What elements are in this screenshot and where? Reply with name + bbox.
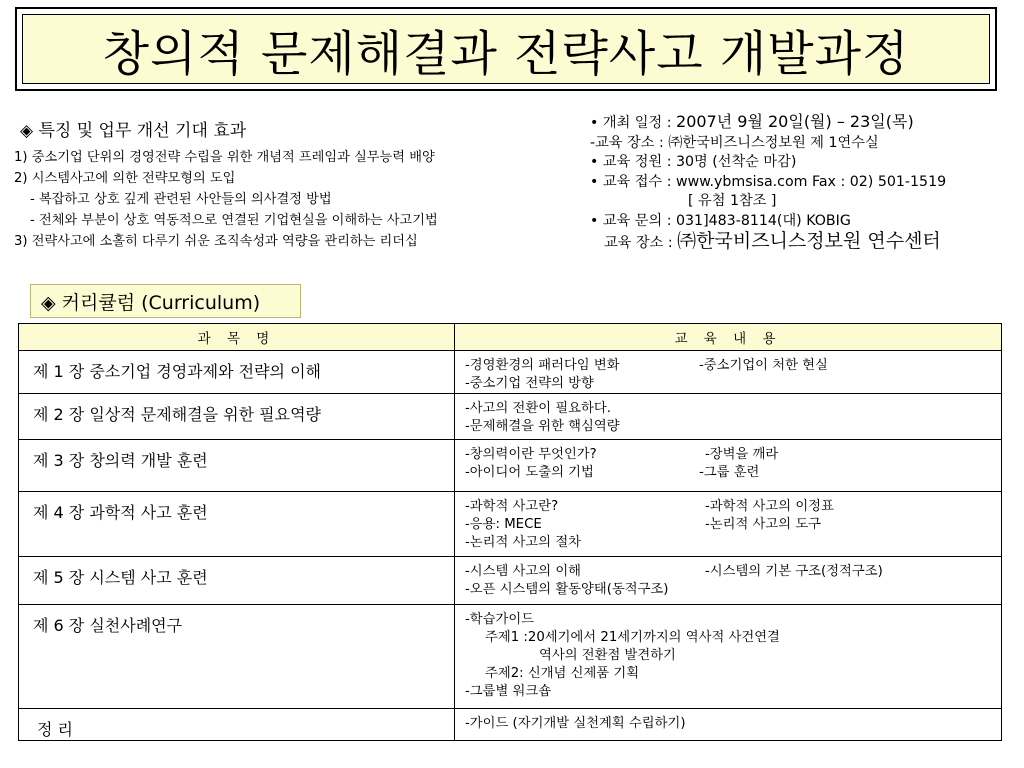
content-line: -과학적 사고란? [465,499,559,514]
table-row [19,605,1002,709]
content-cell [455,394,1002,440]
table-row [19,709,1002,741]
course-place-2-label: 교육 장소 : [604,234,678,251]
course-date [590,112,1020,134]
content-cell [455,605,1002,709]
subject-cell: 제 4 장 과학적 사고 훈련 [19,492,455,557]
course-place-1: -교육 장소 : ㈜한국비즈니스정보원 제 1연수실 [590,134,879,151]
feature-item: 2) 시스템사고에 의한 전략모형의 도입 [14,171,236,186]
features-heading: ◈ 특징 및 업무 개선 기대 효과 [20,121,247,141]
subject-cell: 정 리 [19,709,455,741]
header-subject: 과 목 명 [19,324,455,351]
feature-item: 3) 전략사고에 소홀히 다루기 쉬운 조직속성과 역량을 관리하는 리더십 [14,234,418,249]
subject-cell: 제 3 장 창의력 개발 훈련 [19,440,455,492]
content-line: -그룹별 워크숍 [465,684,552,699]
table-row [19,394,1002,440]
content-cell [455,351,1002,394]
table-row [19,440,1002,492]
table-header-row [19,324,1002,351]
content-line: -논리적 사고의 절차 [465,535,582,550]
content-line: -가이드 (자기개발 실천계획 수립하기) [465,716,686,731]
course-inquiry: • 교육 문의 : 031]483-8114(대) KOBIG [590,212,851,229]
content-line: -오픈 시스템의 활동양태(동적구조) [465,582,669,597]
feature-subitem: - 전체와 부분이 상호 역동적으로 연결된 기업현실을 이해하는 사고기법 [30,213,438,228]
content-line: 역사의 전환점 발견하기 [539,648,676,663]
feature-item: 1) 중소기업 단위의 경영전략 수립을 위한 개념적 프레임과 실무능력 배양 [14,150,435,165]
course-place-2 [590,229,1020,254]
content-line: -창의력이란 무엇인가? [465,447,597,462]
content-cell [455,557,1002,605]
course-place-2-value: ㈜한국비즈니스정보원 연수센터 [677,229,941,252]
course-capacity: • 교육 정원 : 30명 (선착순 마감) [590,154,797,171]
content-line: -경영환경의 패러다임 변화 [465,358,620,373]
content-line: -시스템의 기본 구조(정적구조) [705,564,883,579]
table-row [19,492,1002,557]
content-cell [455,709,1002,741]
title-banner [15,7,997,91]
content-line: -그룹 훈련 [699,465,760,480]
content-line: -장벽을 깨라 [705,447,779,462]
curriculum-label: ◈ 커리큘럼 (Curriculum) [30,284,301,318]
subject-cell: 제 1 장 중소기업 경영과제와 전략의 이해 [19,351,455,394]
content-line: 주제1 :20세기에서 21세기까지의 역사적 사건연결 [485,630,780,645]
content-line: -중소기업이 처한 현실 [699,358,828,373]
content-line: -중소기업 전략의 방향 [465,376,594,391]
content-line: -시스템 사고의 이해 [465,564,582,579]
content-line: -사고의 전환이 필요하다. [465,401,611,416]
subject-cell: 제 5 장 시스템 사고 훈련 [19,557,455,605]
course-apply: • 교육 접수 : www.ybmsisa.com Fax : 02) 501-1519 [590,173,947,190]
page-title: 창의적 문제해결과 전략사고 개발과정 [22,14,990,84]
curriculum-table [18,323,1002,741]
course-date-value: 2007년 9월 20일(월) – 23일(목) [676,112,914,131]
course-info [590,112,1020,253]
content-cell [455,440,1002,492]
content-line: -아이디어 도출의 기법 [465,465,594,480]
subject-cell: 제 2 장 일상적 문제해결을 위한 필요역량 [19,394,455,440]
content-line: 주제2: 신개념 신제품 기획 [485,666,640,681]
content-cell [455,492,1002,557]
content-line: -과학적 사고의 이정표 [705,499,834,514]
content-line: -학습가이드 [465,612,535,627]
feature-subitem: - 복잡하고 상호 깊게 관련된 사안들의 의사결정 방법 [30,192,332,207]
header-content: 교 육 내 용 [455,324,1002,351]
features-section [14,116,594,252]
course-date-label: • 개최 일정 : [590,115,677,131]
content-line: -응용: MECE [465,517,542,532]
table-row [19,557,1002,605]
course-apply-note: [ 유첨 1참조 ] [688,193,777,210]
content-line: -문제해결을 위한 핵심역량 [465,419,620,434]
subject-cell: 제 6 장 실천사례연구 [19,605,455,709]
content-line: -논리적 사고의 도구 [705,517,822,532]
table-row [19,351,1002,394]
